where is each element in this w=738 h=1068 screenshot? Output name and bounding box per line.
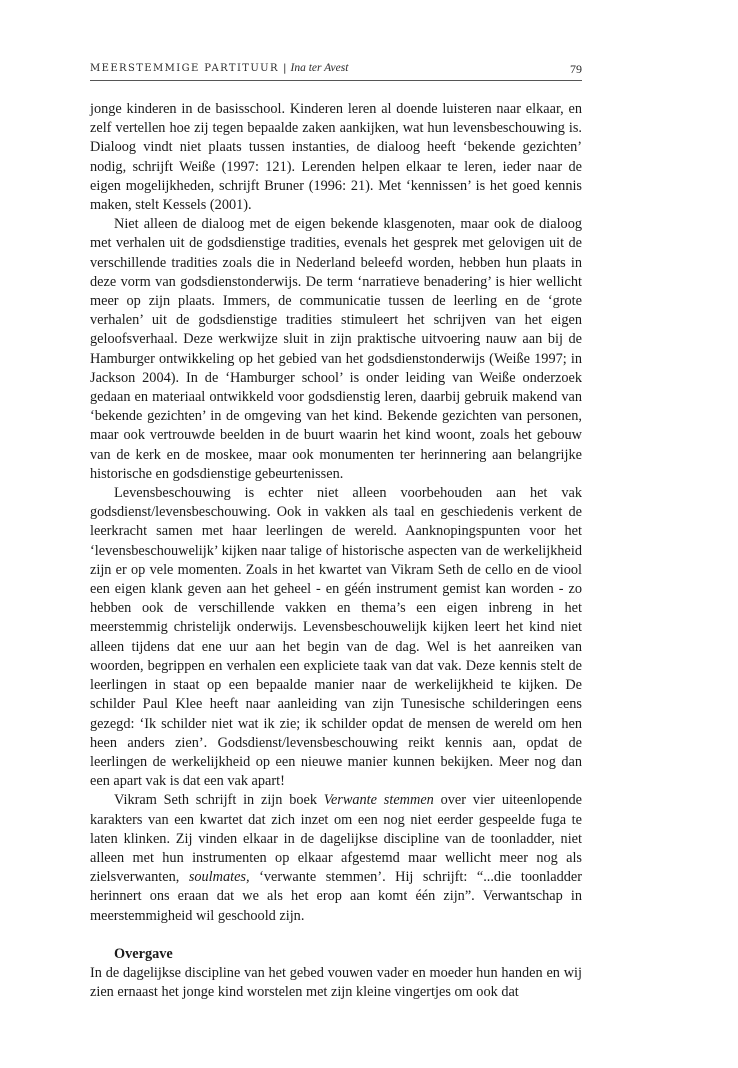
paragraph-2: Niet alleen de dialoog met de eigen bekende klasgenoten, maar ook de dialoog met verhalen uit de godsdienstige tradities, evenals het gesprek met gelovigen uit de verschillende tradities zoals die in Nederland beleefd worden, hebben hun plaats in deze vorm van godsdienstonderwijs. De term ‘narratieve benadering’ is hier wellicht meer op zijn plaats. Immers, de communicatie tussen de leerling en de ‘grote verhalen’ uit de godsdienstige tradities stimuleert het schrijven van het eigen geloofsverhaal. Deze werkwijze sluit in zijn praktische uitvoering nauw aan bij de Hamburger ontwikkeling op het gebied van het godsdienstonderwijs (Weiße 1997; in Jackson 2004). In de ‘Hamburger school’ is onder leiding van Weiße onderzoek gedaan en materiaal ontwikkeld voor godsdienstig leren, daarbij gebruik makend van ‘bekende gezichten’ in de omgeving van het kind. Bekende gezichten van personen, maar ook vertrouwde beelden in de buurt waarin het kind woont, zoals het gebouw van de kerk en de moskee, maar ook monumenten ter herinnering aan belangrijke historische en godsdienstige gebeurtenissen.	[90, 216, 582, 482]
book-title-italic: Verwante stemmen	[323, 792, 434, 809]
header-rule	[90, 80, 582, 81]
paragraph-4-text-2: over vier uiteenlopende karakters van een kwartet dat zich inzet om een nog niet eerder gespeelde fuga te laten klinken. Zij vinden elkaar in de dagelijkse discipline van de toonladder, niet alleen met hun instrumenten op elkaar afgestemd maar wellicht meer nog als zielsverwanten,	[90, 792, 583, 886]
body-text	[90, 100, 582, 1002]
running-head-title: MEERSTEMMIGE PARTITUUR	[90, 63, 279, 74]
paragraph-3: Levensbeschouwing is echter niet alleen voorbehouden aan het vak godsdienst/levensbeschouwing. Ook in vakken als taal en geschiedenis verkent de leerkracht samen met haar leerlingen de wereld. Aanknopingspunten voor het ‘levensbeschouwelijk’ kijken naar talige of historische aspecten van de werkelijkheid zijn er op vele momenten. Zoals in het kwartet van Vikram Seth de cello en de viool een eigen klank geven aan het geheel - en géén instrument gemist kan worden - zo hebben ook de verschillende vakken en thema’s een eigen inbreng in het meerstemmig christelijk onderwijs. Levensbeschouwelijk kijken leert het kind niet alleen tijdens dat ene uur aan het begin van de dag. Wel is het aanreiken van woorden, begrippen en verhalen een expliciete taak van dat vak. Deze kennis stelt de leerlingen in staat op een bepaalde manier naar de werkelijkheid te kijken. De schilder Paul Klee heeft naar aanleiding van zijn Tunesische schilderingen eens gezegd: ‘Ik schilder niet wat ik zie; ik schilder opdat de mensen de wereld om hen heen anders zien’. Godsdienst/levensbeschouwing reikt kennis aan, opdat de leerlingen de werkelijkheid op een nieuwe manier kunnen bekijken. Meer nog dan een apart vak is dat een vak apart!	[90, 485, 582, 790]
paragraph-4-text-1: Vikram Seth schrijft in zijn boek	[114, 792, 324, 809]
paragraph-4	[90, 791, 582, 925]
page-number: 79	[570, 62, 582, 76]
running-head-author: Ina ter Avest	[290, 62, 349, 74]
paragraph-1: jonge kinderen in de basisschool. Kinderen leren al doende luisteren naar elkaar, en zelf vertellen hoe zij tegen bepaalde zaken aankijken, wat hun levensbeschouwing is. Dialoog vindt niet plaats tussen instanties, de dialoog heeft ‘bekende gezichten’ nodig, schrijft Weiße (1997: 121). Lerenden helpen elkaar te leren, ieder naar de eigen mogelijkheden, schrijft Bruner (1996: 21). Met ‘kennissen’ is het goed kennis maken, stelt Kessels (2001).	[90, 101, 582, 214]
paragraph-4-text-3: ‘verwante stemmen’. Hij schrijft: “...die toonladder herinnert ons eraan dat we als het erop aan komt één zijn”. Verwantschap in meerstemmigheid wil geschoold zijn.	[90, 869, 583, 924]
running-head-separator: |	[282, 62, 287, 74]
section-heading: Overgave	[114, 945, 173, 962]
soulmates-italic: soulmates,	[188, 869, 250, 886]
running-head	[90, 62, 582, 80]
section-paragraph: In de dagelijkse discipline van het gebed vouwen vader en moeder hun handen en wij zien ernaast het jonge kind worstelen met zijn kleine vingertjes om ook dat	[90, 964, 582, 1001]
